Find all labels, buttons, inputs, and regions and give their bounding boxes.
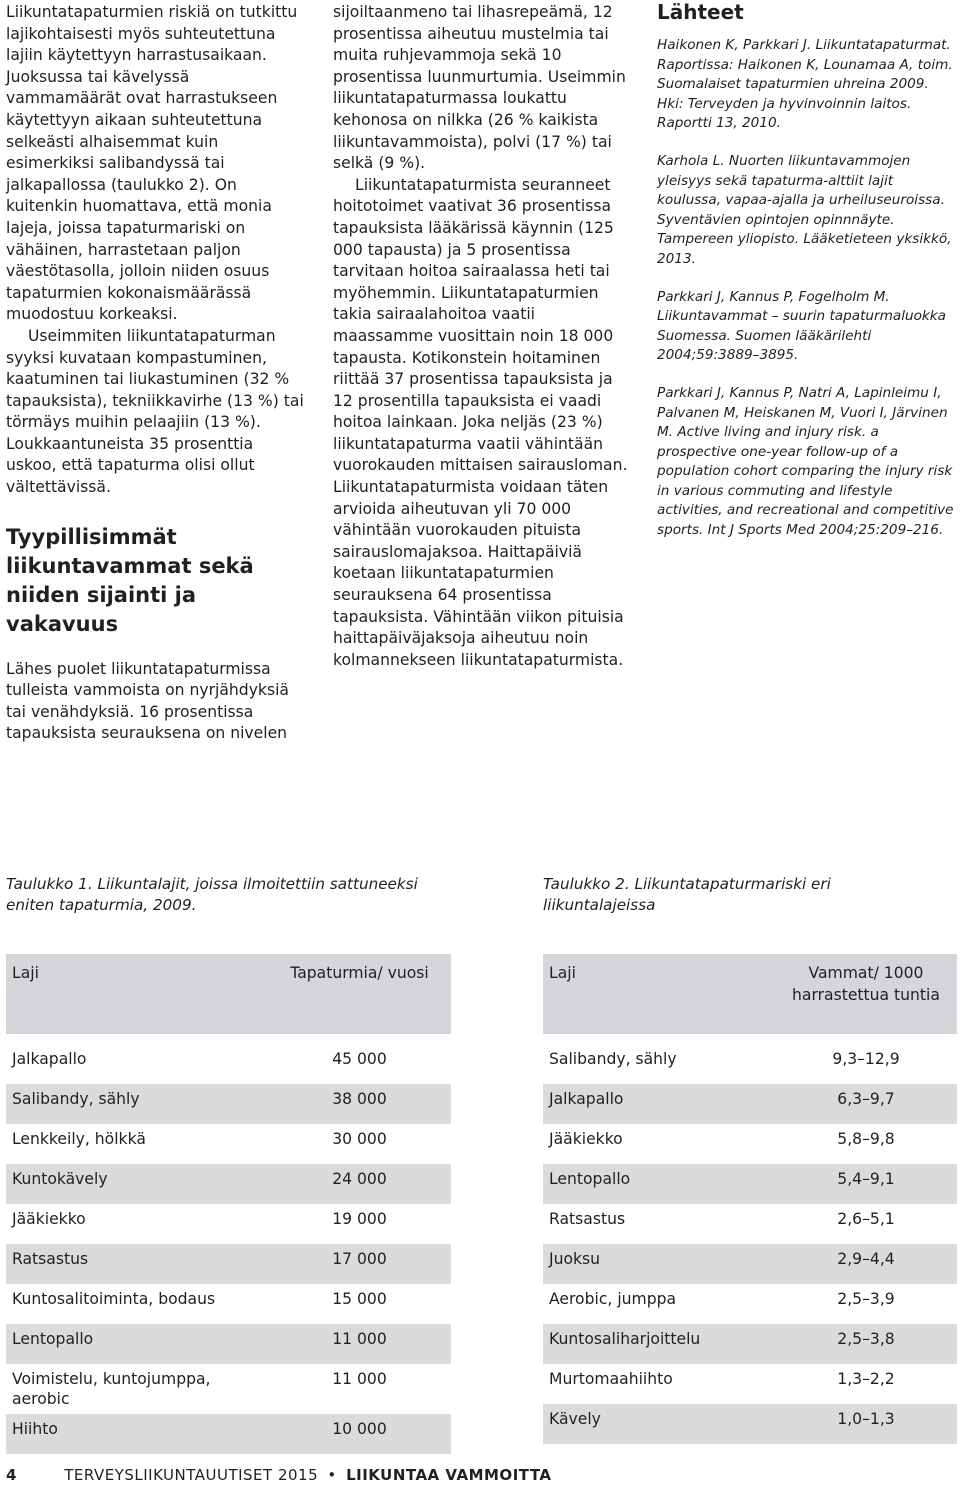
table-row: Jääkiekko 19 000 xyxy=(12,1210,387,1228)
table-2 xyxy=(543,954,957,1444)
bullet-separator: • xyxy=(327,1466,337,1484)
table-row: Lenkkeily, hölkkä 30 000 xyxy=(12,1130,387,1148)
paragraph: sijoiltaanmeno tai lihasrepeämä, 12 prosentissa aiheutuu mustelmia tai muita ruhjevammoja sekä 10 prosentissa luunmurtumia. Useimmin liikuntatapaturmassa loukattu kehonosa on nilkka (26 % kaikista liikuntavammoista), polvi (17 %) tai selkä (9 %). xyxy=(333,3,626,173)
table-row: Jalkapallo 6,3–9,7 xyxy=(543,1084,957,1124)
table-row: Juoksu 2,9–4,4 xyxy=(543,1244,957,1284)
page-number: 4 xyxy=(6,1466,17,1484)
table-row: Kävely 1,0–1,3 xyxy=(543,1404,957,1444)
column-header: Tapaturmia/ vuosi xyxy=(268,954,451,1034)
table-row: Hiihto 10 000 xyxy=(6,1414,451,1454)
table-row: Kuntosalitoiminta, bodaus 15 000 xyxy=(12,1290,387,1308)
paragraph: Lähes puolet liikuntatapaturmissa tulleista vammoista on nyrjähdyksiä tai venähdyksiä. 16 prosentissa tapauksista seurauksena on nivelen xyxy=(6,659,289,743)
table-row: Jalkapallo 45 000 xyxy=(12,1050,387,1068)
section-name: LIIKUNTAA VAMMOITTA xyxy=(346,1466,552,1484)
publication-name: TERVEYSLIIKUNTAUUTISET 2015 xyxy=(64,1466,319,1484)
references-column xyxy=(657,0,957,559)
table-row: Ratsastus 17 000 xyxy=(6,1244,451,1284)
table-row: Aerobic, jumppa 2,5–3,9 xyxy=(549,1290,895,1308)
table-row: Salibandy, sähly 9,3–12,9 xyxy=(549,1050,900,1068)
table-1 xyxy=(6,954,451,1454)
reference-item: Parkkari J, Kannus P, Natri A, Lapinleimu I, Palvanen M, Heiskanen M, Vuori I, Järvinen M. Active living and injury risk. a prospective one-year follow-up of a population cohort comparing the injury risk in various commuting and lifestyle activities, and recreational and competitive sports. Int J Sports Med 2004;25:209–216. xyxy=(657,384,954,539)
table-row: Murtomaahiihto 1,3–2,2 xyxy=(549,1370,895,1388)
table-row: Kuntokävely 24 000 xyxy=(6,1164,451,1204)
table-row: Kuntosaliharjoittelu 2,5–3,8 xyxy=(543,1324,957,1364)
table-header-row xyxy=(6,954,451,1034)
references-title: Lähteet xyxy=(657,0,744,24)
table-row: Voimistelu, kuntojumppa, aerobic 11 000 xyxy=(12,1370,387,1408)
table-header-row xyxy=(543,954,957,1034)
table-1-caption: Taulukko 1. Liikuntalajit, joissa ilmoitettiin sattuneeksi eniten tapaturmia, 2009. xyxy=(6,875,418,914)
paragraph: Useimmiten liikuntatapaturman syyksi kuvataan kompastuminen, kaatuminen tai liukastuminen (32 % tapauksista), tekniikkavirhe (13 %) tai törmäys muihin pelaajiin (13 %). Loukkaantuneista 35 prosenttia uskoo, että tapaturma olisi ollut vältettävissä. xyxy=(6,326,304,497)
reference-item: Haikonen K, Parkkari J. Liikuntatapaturmat. Raportissa: Haikonen K, Lounamaa A, toim. Suomalaiset tapaturmien uhreina 2009. Hki: Terveyden ja hyvinvoinnin laitos. Raportti 13, 2010. xyxy=(657,37,953,132)
table-row: Salibandy, sähly 38 000 xyxy=(6,1084,451,1124)
column-header: Vammat/ 1000 harrastettua tuntia xyxy=(775,954,957,1034)
reference-item: Parkkari J, Kannus P, Fogelholm M. Liikuntavammat – suurin tapaturmaluokka Suomessa. Suomen lääkärilehti 2004;59:3889–3895. xyxy=(657,288,946,364)
column-header: Laji xyxy=(6,954,268,1034)
reference-item: Karhola L. Nuorten liikuntavammojen yleisyys sekä tapaturma-alttiit lajit koulussa, vapaa-ajalla ja urheiluseuroissa. Syventävien opintojen opinnnäyte. Tampereen yliopisto. Lääketieteen yksikkö, 2013. xyxy=(657,152,952,267)
paragraph: Liikuntatapaturmista seuranneet hoitotoimet vaativat 36 prosentissa tapauksista lääkärissä käynnin (125 000 tapausta) ja 5 prosentissa tarvitaan hoitoa sairaalassa heti tai myöhemmin. Liikuntatapaturmien takia sairaalahoitoa vaatii maassamme vuosittain noin 18 000 tapausta. Kotikonstein hoitaminen riittää 37 prosentissa tapauksista ja 12 prosentilla tapauksista ei vaadi hoitoa lainkaan. Joka neljäs (23 %) liikuntatapaturma vaatii vähintään vuorokauden mittaisen sairausloman. Liikuntatapaturmista voidaan täten arvioida aiheutuvan yli 70 000 vähintään vuorokauden pituista sairauslomajaksoa. Haittapäiviä koetaan liikuntatapaturmien seurauksena 64 prosentissa tapauksista. Vähintään viikon pituisia haittapäiväjaksoja aiheutuu noin kolmannekseen liikuntatapaturmista. xyxy=(333,175,628,669)
column-header: Laji xyxy=(543,954,775,1034)
table-row: Lentopallo 11 000 xyxy=(6,1324,451,1364)
table-row: Lentopallo 5,4–9,1 xyxy=(543,1164,957,1204)
table-2-caption: Taulukko 2. Liikuntatapaturmariski eri liikuntalajeissa xyxy=(543,875,831,914)
text-column-1 xyxy=(6,0,306,745)
page-footer xyxy=(6,1466,552,1484)
paragraph: Liikuntatapaturmien riskiä on tutkittu lajikohtaisesti myös suhteutettuna lajiin käytettyyn harrastusaikaan. Juoksussa tai kävelyssä vammamäärät ovat harrastukseen käytettyyn aikaan suhteutettuna selkeästi alhaisemmat kuin esimerkiksi salibandyssä tai jalkapallossa (taulukko 2). On kuitenkin huomattava, että monia lajeja, joissa tapaturmariski on vähäinen, harrastetaan paljon väestötasolla, jolloin niiden osuus tapaturmien kokonaismäärässä muodostuu korkeaksi. xyxy=(6,3,298,324)
table-row: Jääkiekko 5,8–9,8 xyxy=(549,1130,895,1148)
section-heading: Tyypillisimmät liikuntavammat sekä niiden sijainti ja vakavuus xyxy=(6,524,254,636)
text-column-2 xyxy=(333,0,631,671)
table-row: Ratsastus 2,6–5,1 xyxy=(549,1210,895,1228)
